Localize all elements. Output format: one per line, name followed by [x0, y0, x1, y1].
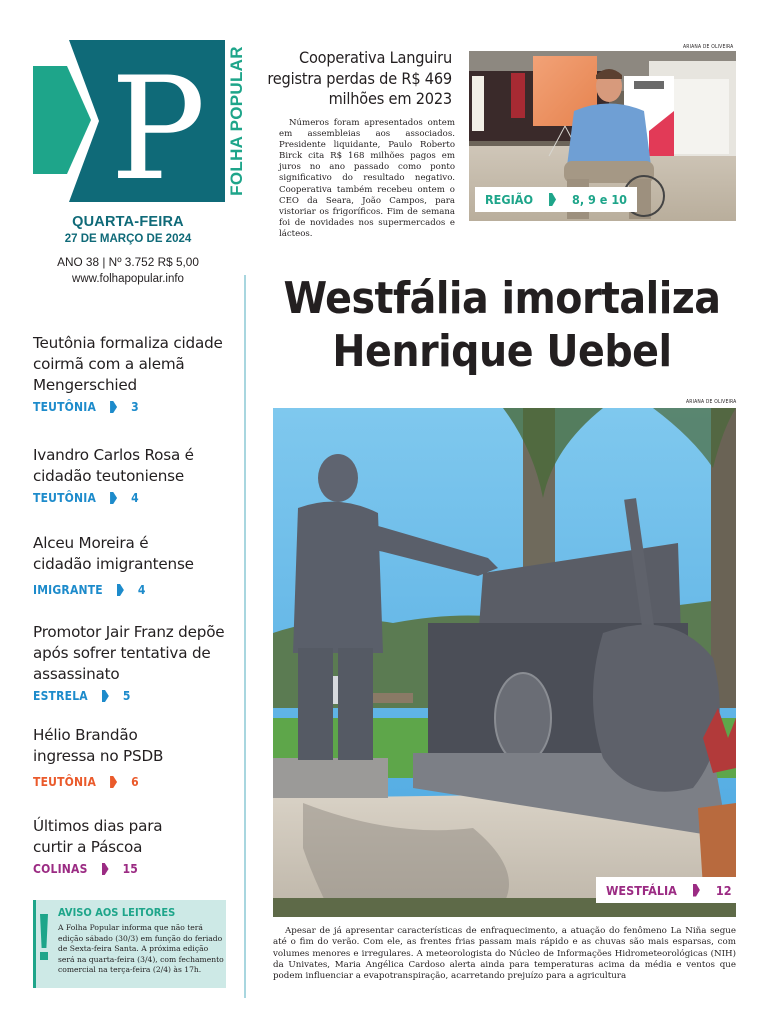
teaser-headline: Promotor Jair Franz depõe após sofrer tentativa de assassinato — [33, 623, 225, 683]
teaser-headline: Ivandro Carlos Rosa é cidadão teutoniense — [33, 446, 194, 485]
arrow-right-icon — [102, 863, 109, 875]
main-story-body: Apesar de já apresentar características de enfraquecimento, a atuação do fenômeno La Niña segue até o fim do verão. Com ele, as frentes frias passam mais rápido e as chuvas são mais esparsas, com volumes menores e irregulares. A meteorologista do Núcleo de Informações Hidrometeorológicas (NIH) da Univates, Maria Angélica Cardoso alerta ainda para temperaturas acima da média e ventos que podem influenciar a evapotranspiração, acarretando prejuízo para a agricultura — [273, 926, 736, 982]
column-divider — [244, 275, 246, 998]
section-name: TEUTÔNIA — [33, 400, 97, 414]
teaser-headline: Teutônia formaliza cidade coirmã com a alemã Mengerschied — [33, 334, 223, 394]
section-name: REGIÃO — [485, 192, 534, 207]
page-number: 8, 9 e 10 — [572, 192, 627, 207]
top-story-headline[interactable]: Cooperativa Languiru registra perdas de R$ 469 milhões em 2023 — [267, 48, 452, 108]
svg-text:P: P — [110, 47, 206, 202]
page-number: 5 — [122, 689, 131, 703]
teaser-headline: Hélio Brandão ingressa no PSDB — [33, 726, 164, 765]
arrow-right-icon — [110, 492, 117, 504]
photo-statue-icon — [273, 408, 736, 917]
edition-number: ANO 38 | Nº 3.752 R$ 5,00 — [57, 255, 199, 269]
section-tag — [475, 187, 637, 212]
section-name: TEUTÔNIA — [33, 775, 97, 789]
top-story-photo[interactable] — [469, 51, 736, 221]
teaser-item[interactable] — [33, 333, 238, 414]
teaser-item[interactable] — [33, 816, 238, 876]
arrow-right-icon — [549, 193, 556, 206]
section-name: ESTRELA — [33, 689, 88, 703]
main-headline[interactable]: Westfália imortaliza Henrique Uebel — [283, 273, 721, 377]
top-story-body: Números foram apresentados ontem em assembleias aos associados. Presidente liquidante, Paulo Roberto Birck cita R$ 168 milhões pagos em juros no ano passado como ponto significativo do resultado negativo. Cooperativa também recebeu ontem o CEO da Seara, João Campos, para vistoriar os frigoríficos. Fim de semana foi de novidades nos supermercados e lácteos. — [279, 118, 455, 239]
section-name: WESTFÁLIA — [606, 882, 677, 898]
section-tag — [33, 583, 238, 597]
main-story-photo[interactable] — [273, 408, 736, 917]
page-number: 15 — [122, 862, 138, 876]
teaser-headline: Alceu Moreira é cidadão imigrantense — [33, 534, 194, 573]
section-tag — [33, 775, 238, 789]
page-number: 4 — [131, 491, 139, 505]
notice-title: AVISO AOS LEITORES — [58, 906, 176, 919]
weekday: QUARTA-FEIRA — [72, 214, 184, 230]
section-name: COLINAS — [33, 862, 88, 876]
page-number: 6 — [131, 775, 139, 789]
arrow-right-icon — [110, 776, 117, 788]
section-name: TEUTÔNIA — [33, 491, 97, 505]
issue-date: 27 DE MARÇO DE 2024 — [64, 233, 192, 245]
website-link[interactable]: www.folhapopular.info — [72, 273, 184, 285]
teaser-item[interactable] — [33, 445, 238, 505]
page-number: 4 — [137, 583, 146, 597]
teaser-item[interactable] — [33, 622, 238, 703]
logo-mark-icon — [33, 40, 248, 202]
arrow-right-icon — [693, 884, 700, 897]
newspaper-logo[interactable] — [33, 40, 248, 202]
page-number: 12 — [715, 882, 732, 898]
teaser-item[interactable] — [33, 533, 238, 597]
teaser-item[interactable] — [33, 725, 238, 789]
arrow-right-icon — [110, 401, 117, 413]
exclamation-icon — [39, 914, 49, 960]
brand-name: FOLHA POPULAR — [227, 46, 246, 196]
section-tag — [33, 400, 238, 414]
photo-credit: ARIANA DE OLIVEIRA — [683, 44, 734, 50]
arrow-right-icon — [117, 584, 124, 596]
photo-credit: ARIANA DE OLIVEIRA — [686, 399, 737, 405]
page-number: 3 — [131, 400, 139, 414]
edition-info — [33, 214, 223, 285]
section-tag — [596, 877, 736, 903]
section-tag — [33, 689, 238, 703]
section-name: IMIGRANTE — [33, 583, 103, 597]
teaser-headline: Últimos dias para curtir a Páscoa — [33, 817, 163, 856]
arrow-right-icon — [102, 690, 109, 702]
notice-body: A Folha Popular informa que não terá edição sábado (30/3) em função do feriado de Sexta-feira Santa. A próxima edição será na quarta-feira (3/4), com fechamento comercial na terça-feira (2/4) às 17h. — [58, 923, 224, 975]
reader-notice — [33, 900, 226, 988]
section-tag — [33, 862, 238, 876]
section-tag — [33, 491, 238, 505]
